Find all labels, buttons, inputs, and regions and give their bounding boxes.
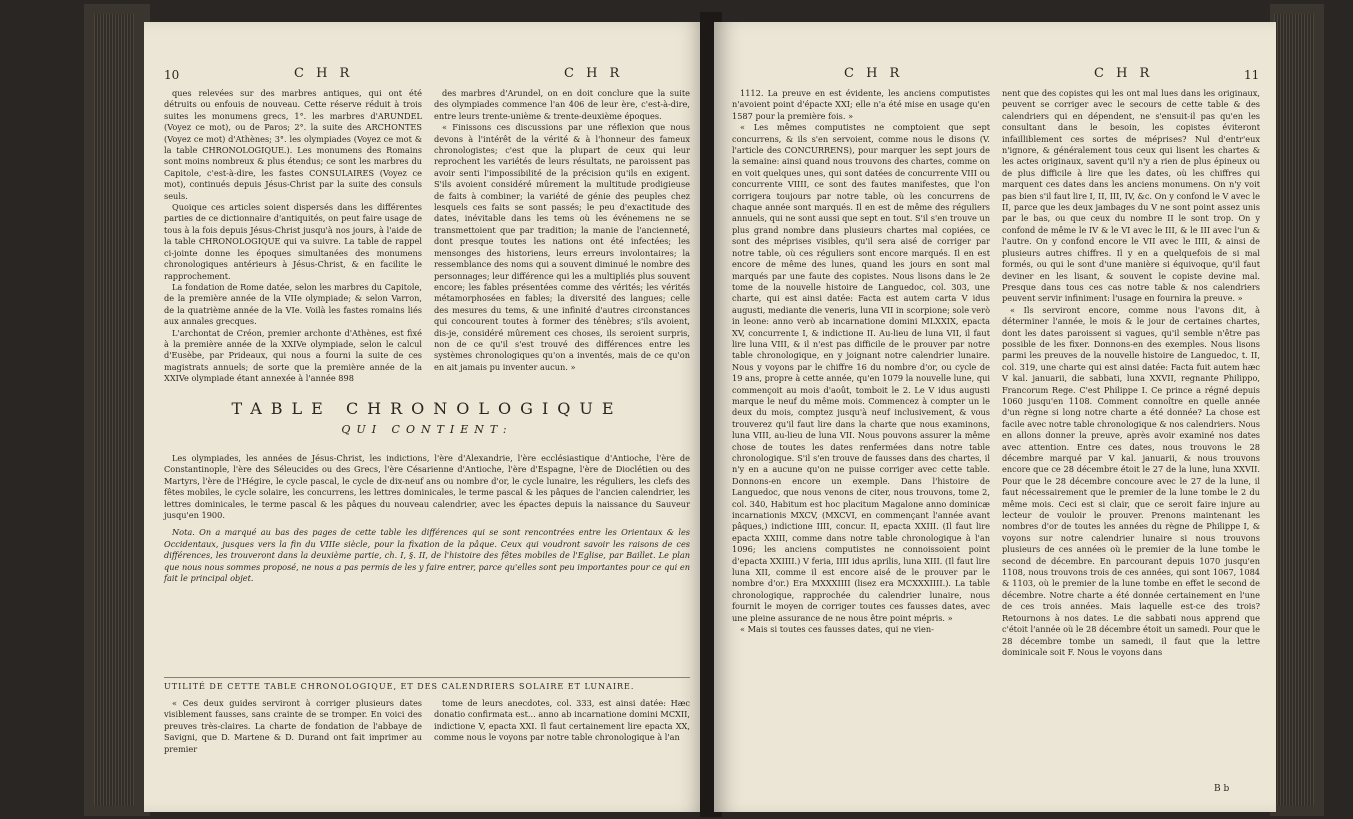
text-column-2 bbox=[434, 88, 690, 373]
text-column-4 bbox=[434, 698, 690, 744]
table-contents bbox=[164, 453, 690, 590]
running-head: C H R bbox=[1094, 66, 1154, 81]
table-title: TABLE CHRONOLOGIQUE bbox=[231, 399, 623, 418]
running-head: C H R bbox=[294, 66, 354, 81]
page-number: 11 bbox=[1244, 68, 1260, 82]
running-head: C H R bbox=[564, 66, 624, 81]
contents-paragraph: Les olympiades, les années de Jésus-Christ, les indictions, l'ère d'Alexandrie, l'ère ecclésiastique d'Antioche, l'ère de Constantinople, l'ère des Séleucides ou des Grecs, l'ère Césarienne d'Antioche, l'ère d'Espagne, l'ère de Dioclétien ou des Martyrs, l'ère de l'Hégire, le cycle pascal, le cycle de dix-neuf ans ou nombre d'or, le cycle lunaire, les réguliers, les clefs des fêtes mobiles, le cycle solaire, les concurrens, les lettres dominicales, le terme pascal & les pâques de l'ancien calendrier, les lettres dominicales, le terme pascal & les pâques du nouveau calendrier, avec les épactes depuis la naissance du Sauveur jusqu'en 1900. bbox=[164, 453, 690, 521]
text-column-1 bbox=[164, 88, 422, 385]
paragraph: tome de leurs anecdotes, col. 333, est ainsi datée: Hæc donatio confirmata est... anno ab incarnatione domini MCXII, indictione V, epacta XXI. Il faut certainement lire epacta XX, comme nous le voyons par notre table chronologique à l'an bbox=[434, 698, 690, 743]
text-column-1 bbox=[732, 88, 990, 636]
paragraph: « Mais si toutes ces fausses dates, qui ne vien- bbox=[740, 624, 934, 635]
page-number: 10 bbox=[164, 68, 180, 82]
paragraph: La fondation de Rome datée, selon les marbres du Capitole, de la première année de la VIIe olympiade; & selon Varron, de la quatrième année de la VIe. Voilà les fastes romains liés aux annales grecques. bbox=[164, 281, 422, 327]
divider bbox=[164, 677, 690, 678]
running-head: C H R bbox=[844, 66, 904, 81]
paragraph: L'archontat de Créon, premier archonte d'Athènes, est fixé à la première année de la XXIVe olympiade, selon le calcul d'Eusèbe, par Prideaux, qui nous a fourni la suite de ces magistrats annuels; de sorte que la première année de la XXIVe olympiade étant annexée à l'année 898 bbox=[164, 327, 422, 384]
table-subtitle: QUI CONTIENT: bbox=[341, 423, 513, 436]
paragraph: « Ils serviront encore, comme nous l'avons dit, à déterminer l'année, le mois & le jour de certaines chartes, dont les dates paroissent si vagues, qu'il semble n'être pas possible de les fixer. Donnons-en des exemples. Nous lisons parmi les preuves de la nouvelle histoire de Languedoc, t. II, col. 319, une charte qui est ainsi datée: Facta fuit autem hæc V kal. januarii, die sabbati, luna XXVII, regnante Philippo, Francorum Rege. C'est Philippe I. Ce prince a régné depuis 1060 jusqu'en 1108. Comment connoître en quelle année d'un règne si long notre charte a été donnée? La chose est facile avec notre table chronologique & nos calendriers. Nous en allons donner la preuve, après avoir examiné nos dates avec attention. Entre ces dates, nous trouvons le 28 décembre marqué par V kal. januarii, & nous trouvons encore que ce 28 décembre étoit le 27 de la lune, luna XXVII. Pour que le 28 décembre concoure avec le 27 de la lune, il faut nécessairement que le premier de la lune tombe le 2 du même mois. Ceci est si clair, que ce seroit faire injure au lecteur de vouloir le prouver. Prenons maintenant les nombres d'or de toutes les années du règne de Philippe I, & voyons sur notre calendrier lunaire si nous trouvons plusieurs de ces années où le premier de la lune tombe le second de décembre. En parcourant depuis 1070 jusqu'en 1108, nous trouvons trois de ces années, qui sont 1067, 1084 & 1103, où le premier de la lune tombe en effet le second de décembre. Notre charte a été donnée certainement en l'une de ces trois années. Mais laquelle est-ce des trois? Retournons à nos dates. Le die sabbati nous apprend que c'étoit l'année où le 28 décembre étoit un samedi. Pour que le 28 décembre tombe un samedi, il faut que la lettre dominicale soit F. Nous le voyons dans bbox=[1002, 304, 1260, 657]
text-column-2 bbox=[1002, 88, 1260, 658]
open-book bbox=[84, 4, 1324, 816]
paragraph: « Finissons ces discussions par une réflexion que nous devons à l'intérêt de la vérité & à l'honneur des fameux chronologistes; c'est que la plupart de ceux qui leur reprochent les variétés de leurs résultats, ne paroissent pas avoir senti l'impossibilité de la précision qu'ils en exigent. S'ils avoient considéré mûrement la multitude prodigieuse de faits à combiner; la variété de génie des peuples chez lesquels ces faits se sont passés; le peu d'exactitude des dates, inévitable dans les tems où les événemens ne se transmettoient que par tradition; la manie de l'ancienneté, dont presque toutes les nations ont été infectées; les mensonges des historiens, leurs erreurs involontaires; la ressemblance des noms qui a souvent diminué le nombre des personnages; leur différence qui les a multipliés plus souvent encore; les fables présentées comme des vérités; les vérités métamorphosées en fables; la diversité des langues; celle des mesures du tems, & une infinité d'autres circonstances qui concourent toutes à former des ténèbres; s'ils avoient, dis-je, considéré mûrement ces choses, ils seroient surpris, non de ce qu'il s'est trouvé des différences entre les systèmes chronologiques qu'on a inventés, mais de ce qu'on en ait jamais pu inventer aucun. » bbox=[434, 122, 690, 372]
left-page-edges bbox=[84, 4, 150, 816]
paragraph: nent que des copistes qui les ont mal lues dans les originaux, peuvent se corriger avec le secours de cette table & des calendriers qui en dépendent, ne s'ensuit-il pas qu'en les consultant dans le besoin, les copistes éviteront infailliblement ces sortes de méprises? Nul d'entr'eux n'ignore, & généralement tous ceux qui lisent les chartes & les actes originaux, savent qu'il n'y a rien de plus épineux ou de plus difficile à lire que les dates, où les chiffres qui marquent ces dates dans les anciens monumens. On n'y voit pas bien s'il faut lire I, II, III, IV, &c. On y confond le V avec le II, parce que les deux jambages du V ne sont point assez unis par le bas, ou que ceux du nombre II le sont trop. On y confond de même le IV & le VI avec le III, & le III avec l'un & l'autre. On y confond encore le VII avec le IIII, & ainsi de plusieurs autres chiffres. Il y en a quelquefois de si mal formés, ou qui le sont d'une manière si équivoque, qu'il faut deviner en les lisant, & souvent le copiste devine mal. Presque dans tous ces cas notre table & nos calendriers peuvent servir infiniment: l'usage en fournira la preuve. » bbox=[1002, 88, 1260, 304]
right-page bbox=[714, 22, 1276, 812]
paragraph: « Les mêmes computistes ne comptoient que sept concurrens, & ils s'en servoient, comme nous le disons (V. l'article des CONCURRENS), pour marquer les sept jours de la semaine: ainsi quand nous trouvons des chartes, comme on en voit quelques unes, qui sont datées de concurrente VIII ou concurrente VIIII, ce sont des fautes manifestes, que l'on corrigera toujours par notre table, où les concurrens de chaque année sont marqués. Il en est de même des réguliers annuels, qui ne sont aussi que sept en tout. S'il s'en trouve un plus grand nombre dans plusieurs chartes mal copiées, ce sont des méprises visibles, qu'il sera aisé de corriger par notre table, où ces réguliers sont encore marqués. Il en est encore de même des lunes, quand les jours en sont mal marqués par une faute des copistes. Nous lisons dans le 2e tome de la nouvelle histoire de Languedoc, col. 303, une charte, qui est ainsi datée: Facta est autem carta V idus augusti, mediante die veneris, luna VII in scorpione; sole verò in leone: anno verò ab incarnatione domini MLXXIX, epacta XV, concurrente I, & indictione II. Au-lieu de luna VII, il faut lire luna VIII, & il n'est pas difficile de le prouver par notre table chronologique, en y joignant notre calendrier lunaire. Nous y voyons par le chiffre 16 du nombre d'or, ou cycle de 19 ans, propre à cette année, qu'en 1079 la nouvelle lune, qui commençoit au mois d'août, tomboit le 2. Le V idus augusti marque le neuf du même mois. Commencez à compter un le deux du mois, comptez jusqu'à neuf inclusivement, & vous trouverez qu'il faut lire dans la charte que nous examinons, luna VIII, au-lieu de luna VII. Nous pouvons assurer la même chose de toutes les dates renfermées dans notre table chronologique. S'il s'en trouve de fausses dans des chartes, il n'y en a aucune qu'on ne puisse corriger avec cette table. Donnons-en encore un exemple. Dans l'histoire de Languedoc, que nous venons de citer, nous trouvons, tome 2, col. 340, Habitum est hoc placitum Magalone anno dominicæ incarnationis MXCV, (MXCVI, en commençant l'année avant pâques,) indictione IIII, concur. II, epacta XXIII. (Il faut lire epacta XXIII, comme dans notre table chronologique à l'an 1096; les anciens computistes ne connoissoient point d'epacta XXIIII.) V feria, IIII idus aprilis, luna XIII. (Il faut lire luna XII, comme il est encore aisé de le prouver par le nombre d'or.) Era MXXXIIII (lisez era MCXXXIIII.). La table chronologique, rapprochée du calendrier lunaire, nous fournit le moyen de corriger toutes ces fausses dates, avec une pleine assurance de ne nous être point mépris. » bbox=[732, 122, 990, 623]
section-caption: UTILITÉ DE CETTE TABLE CHRONOLOGIQUE, ET DES CALENDRIERS SOLAIRE ET LUNAIRE. bbox=[164, 682, 635, 691]
right-page-edges bbox=[1270, 4, 1324, 816]
paragraph: Quoique ces articles soient dispersés dans les différentes parties de ce dictionnaire d'antiquités, on peut faire usage de tous à la fois depuis Jésus-Christ jusqu'à nos jours, à l'aide de la table CHRONOLOGIQUE qui va suivre. La table de rappel ci-jointe donne les époques simultanées des monumens chronologiques antérieurs à Jésus-Christ, & en facilite le rapprochement. bbox=[164, 202, 422, 281]
paragraph: des marbres d'Arundel, on en doit conclure que la suite des olympiades commence l'an 406 de leur ère, c'est-à-dire, entre leurs trente-unième & trente-deuxième époques. bbox=[434, 88, 690, 121]
nota-paragraph: Nota. On a marqué au bas des pages de cette table les différences qui se sont rencontrées entre les Orientaux & les Occidentaux, jusques vers la fin du VIIIe siècle, pour la fixation de la pâque. Ceux qui voudront savoir les raisons de ces différences, les trouveront dans la deuxième partie, ch. I, §. II, de l'histoire des fêtes mobiles de l'Eglise, par Baillet. Le plan que nous nous sommes proposé, ne nous a pas permis de les y faire entrer, parce qu'elles sont peu importantes pour ce qui en fait le principal objet. bbox=[164, 527, 690, 584]
signature-mark: B b bbox=[1214, 784, 1230, 794]
left-page bbox=[144, 22, 706, 812]
paragraph: ques relevées sur des marbres antiques, qui ont été détruits ou enfouis de nouveau. Cette réserve réduit à trois suites les monumens grecs, 1°. les marbres d'ARUNDEL (Voyez ce mot), ou de Paros; 2°. la suite des ARCHONTES (Voyez ce mot) d'Athènes; 3°. les olympiades (Voyez ce mot & la table CHRONOLOGIQUE.). Les monumens des Romains sont moins nombreux & plus étendus; ce sont les marbres du Capitole, c'est-à-dire, les fastes CONSULAIRES (Voyez ce mot), continués depuis Jésus-Christ par la suite des consuls seuls. bbox=[164, 88, 422, 201]
text-column-3 bbox=[164, 698, 422, 755]
paragraph: 1112. La preuve en est évidente, les anciens computistes n'avoient point d'épacte XXI; elle n'a été mise en usage qu'en 1587 pour la première fois. » bbox=[732, 88, 990, 121]
paragraph: « Ces deux guides serviront à corriger plusieurs dates visiblement fausses, sans crainte de se tromper. En voici des preuves très-claires. La charte de fondation de l'abbaye de Savigni, que D. Martene & D. Durand ont fait imprimer au premier bbox=[164, 698, 422, 754]
